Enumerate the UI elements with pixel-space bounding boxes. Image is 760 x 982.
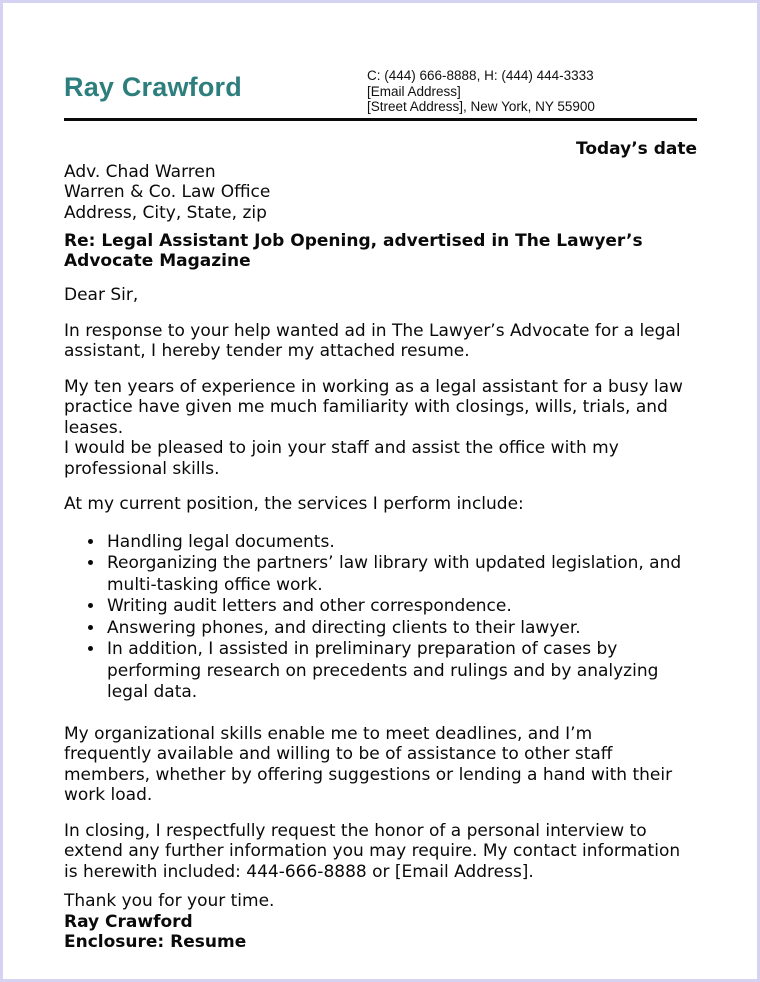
date-line: Today’s date: [575, 138, 697, 159]
paragraph-intro: In response to your help wanted ad in The Lawyer’s Advocate for a legal assistant, I hereby tender my attached resume.: [64, 320, 681, 362]
signoff-block: [64, 891, 697, 953]
recipient-address-block: Adv. Chad Warren Warren & Co. Law Office Address, City, State, zip: [64, 161, 271, 223]
sender-contact-info: C: (444) 666-8888, H: (444) 444-3333 [Email Address] [Street Address], New York, NY 55900: [367, 68, 595, 115]
list-item: • Answering phones, and directing clients to their lawyer.: [105, 618, 697, 640]
paragraph-organizational-skills: My organizational skills enable me to meet deadlines, and I’m frequently available and willing to be of assistance to other staff members, whether by offering suggestions or lending a hand with their work load.: [64, 723, 673, 806]
paragraph-closing: In closing, I respectfully request the honor of a personal interview to extend any further information you may require. My contact information is herewith included: 444-666-8888 or [Email Address].: [64, 820, 681, 882]
signature-name: Ray Crawford: [64, 911, 193, 932]
paragraph-experience: My ten years of experience in working as a legal assistant for a busy law practice have given me much familiarity with closings, wills, trials, and leases. I would be pleased to join your staff and assist the office with my professional skills.: [64, 376, 683, 479]
list-item: • Writing audit letters and other correspondence.: [105, 596, 697, 618]
sender-name: Ray Crawford: [64, 72, 242, 102]
letterhead-divider: [64, 118, 697, 121]
list-item: • Reorganizing the partners’ law library with updated legislation, and multi-tasking office work.: [105, 553, 697, 596]
paragraph-services-intro: At my current position, the services I perform include:: [64, 494, 524, 515]
list-item: • In addition, I assisted in preliminary preparation of cases by performing research on precedents and rulings and by analyzing legal data.: [105, 639, 697, 704]
list-item: • Handling legal documents.: [105, 532, 697, 554]
thanks-line: Thank you for your time.: [64, 891, 275, 912]
services-list: [64, 532, 697, 704]
enclosure-line: Enclosure: Resume: [64, 932, 247, 953]
salutation: Dear Sir,: [64, 285, 139, 306]
letterhead: [64, 66, 697, 115]
subject-line: Re: Legal Assistant Job Opening, advertised in The Lawyer’s Advocate Magazine: [64, 231, 643, 272]
